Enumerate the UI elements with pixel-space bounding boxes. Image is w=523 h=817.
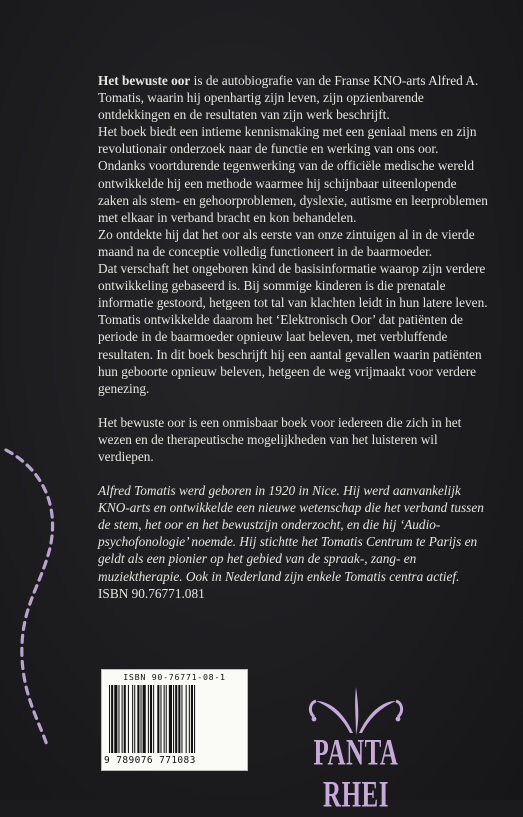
- barcode-bar: [194, 685, 195, 753]
- barcode-bar: [181, 685, 182, 753]
- barcode-bar: [191, 685, 193, 753]
- barcode-bars: [109, 685, 240, 753]
- barcode-bar: [148, 685, 149, 753]
- barcode-isbn-label: ISBN 90-76771-08-1: [123, 672, 226, 682]
- barcode-bar: [169, 685, 172, 753]
- fountain-icon: [286, 683, 426, 738]
- barcode-bar: [109, 685, 110, 753]
- barcode-bar: [186, 685, 187, 753]
- isbn-text: ISBN 90.76771.081: [98, 585, 205, 601]
- barcode-bar: [178, 685, 180, 753]
- barcode-bar: [189, 685, 190, 753]
- barcode-bar: [175, 685, 177, 753]
- barcode-bar: [128, 685, 129, 753]
- barcode-bar: [143, 685, 146, 753]
- barcode-bar: [153, 685, 154, 753]
- barcode-bar: [141, 685, 142, 753]
- barcode-bar: [150, 685, 152, 753]
- publisher-name: PANTA RHEI: [313, 733, 399, 816]
- barcode-bar: [132, 685, 133, 753]
- barcode-bar: [122, 685, 123, 753]
- blurb-paragraph-2: Het boek biedt een intieme kennismaking met een geniaal mens en zijn revolutionair onderzoek naar de functie en werking van ons oor.: [98, 124, 477, 157]
- back-cover-text: [98, 72, 488, 602]
- author-bio: Alfred Tomatis werd geboren in 1920 in Nice. Hij werd aanvankelijk KNO-arts en ontwikkelde een nieuwe wetenschap die het verband tussen de stem, het oor en het bewustzijn onderzocht, en die hij ‘Audio-psychofonologie’ noemde. Hij stichtte het Tomatis Centrum te Parijs en geldt als een pionier op het gebied van de spraak-, zang- en muziektherapie. Ook in Nederland zijn enkele Tomatis centra actief.: [98, 483, 484, 584]
- blurb-paragraph-3: Ondanks voortdurende tegenwerking van de officiële medische wereld ontwikkelde hij een methode waarmee hij schijnbaar uiteenlopende zaken als stem- en gehoorproblemen, dyslexie, autisme en leerproblemen met elkaar in verband bracht en kon behandelen.: [98, 158, 488, 225]
- barcode-bar: [166, 685, 167, 753]
- publisher-logo: [286, 683, 426, 816]
- blurb-paragraph-6: Het bewuste oor is een onmisbaar boek voor iedereen die zich in het wezen en de therapeutische mogelijkheden van het luisteren wil verdiepen.: [98, 414, 462, 464]
- barcode-bar: [137, 685, 139, 753]
- barcode-bar: [173, 685, 174, 753]
- barcode-bar: [124, 685, 126, 753]
- barcode-bar: [114, 685, 117, 753]
- barcode-bar: [164, 685, 165, 753]
- dashed-curve-decoration: [0, 448, 70, 748]
- barcode-bar: [134, 685, 135, 753]
- barcode-bar: [118, 685, 119, 753]
- blurb-paragraph-4: Zo ontdekte hij dat het oor als eerste van onze zintuigen al in de vierde maand na de conceptie volledig functioneert in de baarmoeder.: [98, 226, 475, 259]
- barcode: [101, 669, 248, 771]
- blurb-paragraph-1: Het bewuste oor is de autobiografie van de Franse KNO-arts Alfred A. Tomatis, waarin hij openhartig zijn leven, zijn opzienbarende ontdekkingen en de resultaten van zijn werk beschrijft.: [98, 73, 479, 123]
- book-title: Het bewuste oor: [98, 73, 191, 88]
- barcode-bar: [160, 685, 161, 753]
- barcode-number: 9 789076 771083: [104, 755, 196, 766]
- barcode-bar: [157, 685, 159, 753]
- blurb-paragraph-5: Dat verschaft het ongeboren kind de basisinformatie waarop zijn verdere ontwikkeling gebaseerd is. Bij sommige kinderen is die prenatale informatie gestoord, hetgeen tot tal van klachten leidt in hun latere leven. Tomatis ontwikkelde daarom het ‘Elektronisch Oor’ dat patiënten de periode in de baarmoeder opnieuw laat beleven, met verbluffende resultaten. In dit boek beschrijft hij een aantal gevallen waarin patiënten hun geboorte opnieuw beleven, hetgeen de weg vrijmaakt voor verdere genezing.: [98, 261, 488, 396]
- barcode-bar: [111, 685, 113, 753]
